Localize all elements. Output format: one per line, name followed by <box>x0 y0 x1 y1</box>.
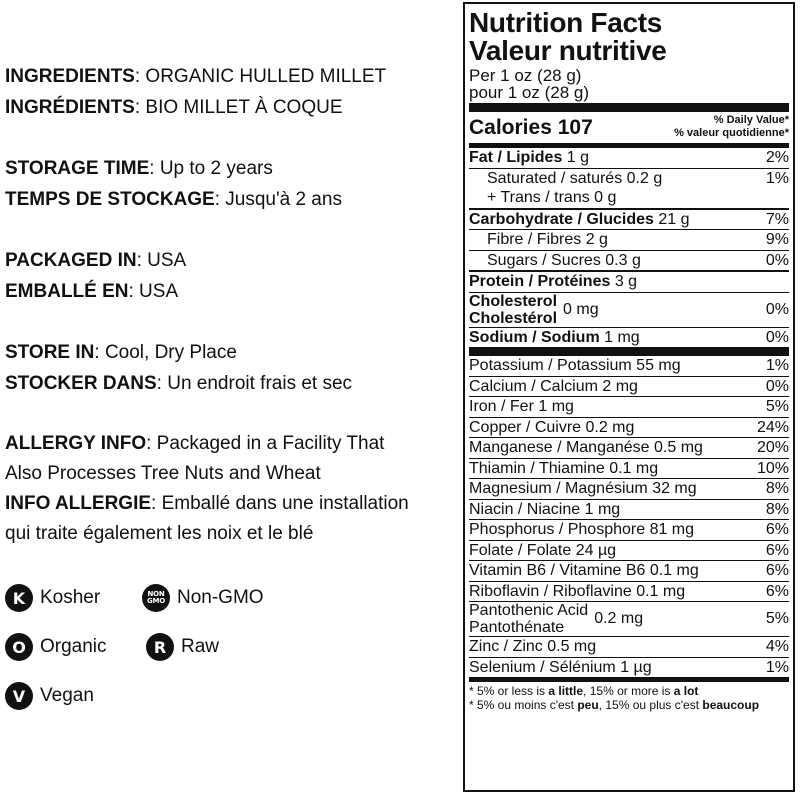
allergy-info-fr: INFO ALLERGIE: Emballé dans une installation <box>5 493 409 514</box>
nutrition-facts-panel <box>463 2 795 792</box>
nutrient-dv: 6% <box>765 541 789 559</box>
organic-label: Organic <box>40 636 107 657</box>
nutrient-dv: 6% <box>765 582 789 600</box>
serving-size-fr: pour 1 oz (28 g) <box>469 83 590 102</box>
packaged-in-en: PACKAGED IN: USA <box>5 250 187 271</box>
non-gmo-label: Non-GMO <box>177 587 264 608</box>
nutrient-row <box>469 396 789 417</box>
nutrient-name: Thiamin / Thiamine 0.1 mg <box>469 459 659 477</box>
nutrient-name: Vitamin B6 / Vitamine B6 0.1 mg <box>469 562 699 579</box>
allergy-info-en-cont: Also Processes Tree Nuts and Wheat <box>5 463 321 484</box>
nutrient-row <box>469 417 789 438</box>
organic-badge <box>5 633 107 661</box>
raw-label: Raw <box>181 636 220 657</box>
saturated-row: Saturated / saturés 0.2 g 1% <box>469 168 789 189</box>
daily-value-header: % Daily Value* % valeur quotidienne* <box>674 114 789 139</box>
nutrient-dv: 1% <box>765 357 789 374</box>
nutrient-row <box>469 437 789 458</box>
nutrient-dv: 10% <box>756 459 789 477</box>
packaged-in-fr: EMBALLÉ EN: USA <box>5 281 179 302</box>
nutrient-dv: 8% <box>765 500 789 518</box>
store-in-fr: STOCKER DANS: Un endroit frais et sec <box>5 373 353 394</box>
nutrient-name: Iron / Fer 1 mg <box>469 398 574 415</box>
nutrient-row <box>469 636 789 657</box>
vegan-label: Vegan <box>40 685 94 706</box>
nutrient-name: Selenium / Sélénium 1 µg <box>469 658 652 676</box>
ingredients-fr: INGRÉDIENTS: BIO MILLET À COQUE <box>5 97 343 118</box>
nutrient-row <box>469 499 789 520</box>
vegan-badge <box>5 682 94 710</box>
raw-icon: R <box>146 633 174 661</box>
cholesterol-row: Cholesterol Cholestérol 0 mg 0% <box>469 292 789 327</box>
allergy-info-fr-cont: qui traite également les noix et le blé <box>5 523 314 544</box>
sodium-row: Sodium / Sodium 1 mg 0% <box>469 328 789 346</box>
nutrition-title-fr: Valeur nutritive <box>469 35 667 66</box>
fat-row: Fat / Lipides 1 g 2% <box>469 149 789 166</box>
allergy-info-en: ALLERGY INFO: Packaged in a Facility That <box>5 433 385 454</box>
kosher-icon: K <box>5 584 33 612</box>
calories-row <box>469 112 789 143</box>
nutrient-dv: 1% <box>765 658 789 676</box>
footnote: * 5% or less is a little, 15% or more is a lot * 5% ou moins c'est peu, 15% ou plus c'est beaucoup <box>469 684 760 712</box>
non-gmo-icon: NON GMO <box>142 584 170 612</box>
calories-label: Calories 107 <box>469 116 593 139</box>
minerals-list-2 <box>469 636 789 677</box>
nutrient-dv: 5% <box>765 398 789 415</box>
storage-time-fr: TEMPS DE STOCKAGE: Jusqu'à 2 ans <box>5 189 342 210</box>
nutrient-name: Copper / Cuivre 0.2 mg <box>469 418 635 436</box>
pantothenic-row: Pantothenic Acid Pantothénate 0.2 mg 5% <box>469 602 789 636</box>
minerals-list <box>469 356 789 601</box>
nutrient-dv: 4% <box>765 638 789 655</box>
nutrient-row <box>469 540 789 561</box>
nutrient-dv: 0% <box>765 377 789 395</box>
nutrient-row <box>469 376 789 397</box>
nutrient-row <box>469 478 789 499</box>
nutrient-dv: 24% <box>756 418 789 436</box>
nutrient-name: Riboflavin / Riboflavine 0.1 mg <box>469 582 686 600</box>
fibre-row: Fibre / Fibres 2 g 9% <box>469 229 789 250</box>
serving-size-en: Per 1 oz (28 g) <box>469 66 582 85</box>
trans-row: + Trans / trans 0 g <box>487 189 617 206</box>
nutrient-name: Phosphorus / Phosphore 81 mg <box>469 521 695 538</box>
nutrient-row <box>469 356 789 376</box>
heavy-divider <box>469 103 789 112</box>
kosher-label: Kosher <box>40 587 101 608</box>
nutrient-row <box>469 458 789 479</box>
nutrient-row <box>469 519 789 540</box>
nutrient-name: Manganese / Manganése 0.5 mg <box>469 439 703 456</box>
nutrient-name: Calcium / Calcium 2 mg <box>469 377 638 395</box>
nutrient-dv: 6% <box>765 562 789 579</box>
heavy-divider-2 <box>469 347 789 356</box>
sugars-row: Sugars / Sucres 0.3 g 0% <box>469 250 789 271</box>
nutrition-title-en: Nutrition Facts <box>469 7 663 38</box>
non-gmo-badge <box>142 584 264 612</box>
ingredients-en: INGREDIENTS: ORGANIC HULLED MILLET <box>5 66 387 87</box>
kosher-badge <box>5 584 100 612</box>
nutrient-name: Magnesium / Magnésium 32 mg <box>469 480 697 497</box>
nutrient-dv: 8% <box>765 480 789 497</box>
nutrient-row <box>469 581 789 602</box>
raw-badge <box>146 633 219 661</box>
vegan-icon: V <box>5 682 33 710</box>
store-in-en: STORE IN: Cool, Dry Place <box>5 342 237 363</box>
storage-time-en: STORAGE TIME: Up to 2 years <box>5 158 273 179</box>
nutrient-name: Folate / Folate 24 µg <box>469 541 617 559</box>
nutrient-name: Potassium / Potassium 55 mg <box>469 357 681 374</box>
protein-row: Protein / Protéines 3 g <box>469 270 789 292</box>
nutrient-name: Niacin / Niacine 1 mg <box>469 500 621 518</box>
nutrient-row <box>469 657 789 678</box>
carbohydrate-row: Carbohydrate / Glucides 21 g 7% <box>469 208 789 230</box>
nutrient-row <box>469 560 789 581</box>
organic-icon: O <box>5 633 33 661</box>
nutrient-dv: 20% <box>756 439 789 456</box>
nutrient-name: Zinc / Zinc 0.5 mg <box>469 638 597 655</box>
nutrient-dv: 6% <box>765 521 789 538</box>
